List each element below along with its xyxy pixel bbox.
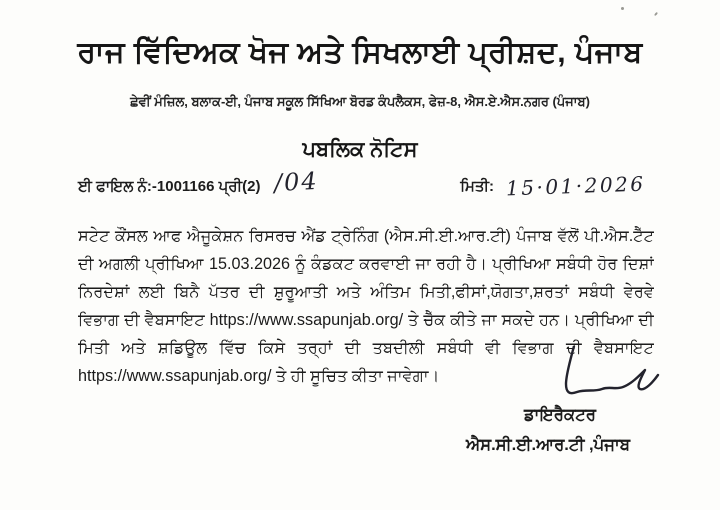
meta-row bbox=[78, 166, 652, 210]
scan-speck bbox=[654, 12, 658, 16]
body-line-6: https://www.ssapunjab.org/ ਤੇ ਹੀ ਸੂਚਿਤ ਕੀਤਾ ਜਾਵੇਗਾ। bbox=[78, 367, 440, 385]
date-label: ਮਿਤੀ: bbox=[460, 177, 495, 195]
notice-heading: ਪਬਲਿਕ ਨੋਟਿਸ bbox=[302, 138, 418, 161]
file-number-label: ਈ ਫਾਇਲ ਨੰ:-1001166 ਪ੍ਰੀ(2) bbox=[78, 178, 261, 195]
body-line-2: ਦੀ ਅਗਲੀ ਪ੍ਰੀਖਿਆ 15.03.2026 ਨੂੰ ਕੰਡਕਟ ਕਰਵਾਈ ਜਾ ਰਹੀ ਹੈ। ਪ੍ਰੀਖਿਆ ਸਬੰਧੀ ਹੋਰ ਦਿਸ਼ਾਂ bbox=[78, 255, 654, 273]
signature-scrawl bbox=[552, 346, 664, 408]
body-line-4: ਵਿਭਾਗ ਦੀ ਵੈਬਸਾਇਟ https://www.ssapunjab.org/ ਤੇ ਚੈੱਕ ਕੀਤੇ ਜਾ ਸਕਦੇ ਹਨ। ਪ੍ਰੀਖਿਆ ਦੀ bbox=[78, 311, 654, 329]
body-line-5: ਮਿਤੀ ਅਤੇ ਸ਼ਡਿਊਲ ਵਿੱਚ ਕਿਸੇ ਤਰ੍ਹਾਂ ਦੀ ਤਬਦੀਲੀ ਸਬੰਧੀ ਵੀ ਵਿਭਾਗ ਦੀ ਵੈਬਸਾਇਟ bbox=[78, 339, 654, 357]
file-number-handwritten: /04 bbox=[273, 166, 320, 198]
organization-address: ਛੇਵੀਂ ਮੰਜ਼ਿਲ, ਬਲਾਕ-ਈ, ਪੰਜਾਬ ਸਕੂਲ ਸਿੱਖਿਆ ਬੋਰਡ ਕੰਪਲੈਕਸ, ਫੇਜ਼-8, ਐਸ.ਏ.ਐਸ.ਨਗਰ (ਪੰਜਾਬ) bbox=[130, 94, 590, 109]
date-group bbox=[460, 171, 647, 201]
date-handwritten: 15·01·2026 bbox=[506, 171, 647, 201]
scan-speck bbox=[621, 7, 624, 10]
signatory-designation: ਡਾਇਰੈਕਟਰ bbox=[523, 406, 597, 424]
body-line-3: ਨਿਰਦੇਸ਼ਾਂ ਲਈ ਬਿਨੈ ਪੱਤਰ ਦੀ ਸ਼ੁਰੂਆਤੀ ਅਤੇ ਅੰਤਿਮ ਮਿਤੀ,ਫੀਸਾਂ,ਯੋਗਤਾ,ਸ਼ਰਤਾਂ ਸਬੰਧੀ ਵੇਰਵੇ bbox=[78, 283, 654, 301]
organization-title: ਰਾਜ ਵਿੱਦਿਅਕ ਖੋਜ ਅਤੇ ਸਿਖਲਾਈ ਪ੍ਰੀਸ਼ਦ, ਪੰਜਾਬ bbox=[77, 36, 643, 69]
body-line-1: ਸਟੇਟ ਕੌਂਸਲ ਆਫ ਐਜੂਕੇਸ਼ਨ ਰਿਸਰਚ ਐਂਡ ਟ੍ਰੇਨਿੰਗ (ਐਸ.ਸੀ.ਈ.ਆਰ.ਟੀ) ਪੰਜਾਬ ਵੱਲੋਂ ਪੀ.ਐਸ.ਟੈੱਟ bbox=[78, 227, 654, 245]
signatory-organization: ਐਸ.ਸੀ.ਈ.ਆਰ.ਟੀ ,ਪੰਜਾਬ bbox=[465, 436, 631, 454]
